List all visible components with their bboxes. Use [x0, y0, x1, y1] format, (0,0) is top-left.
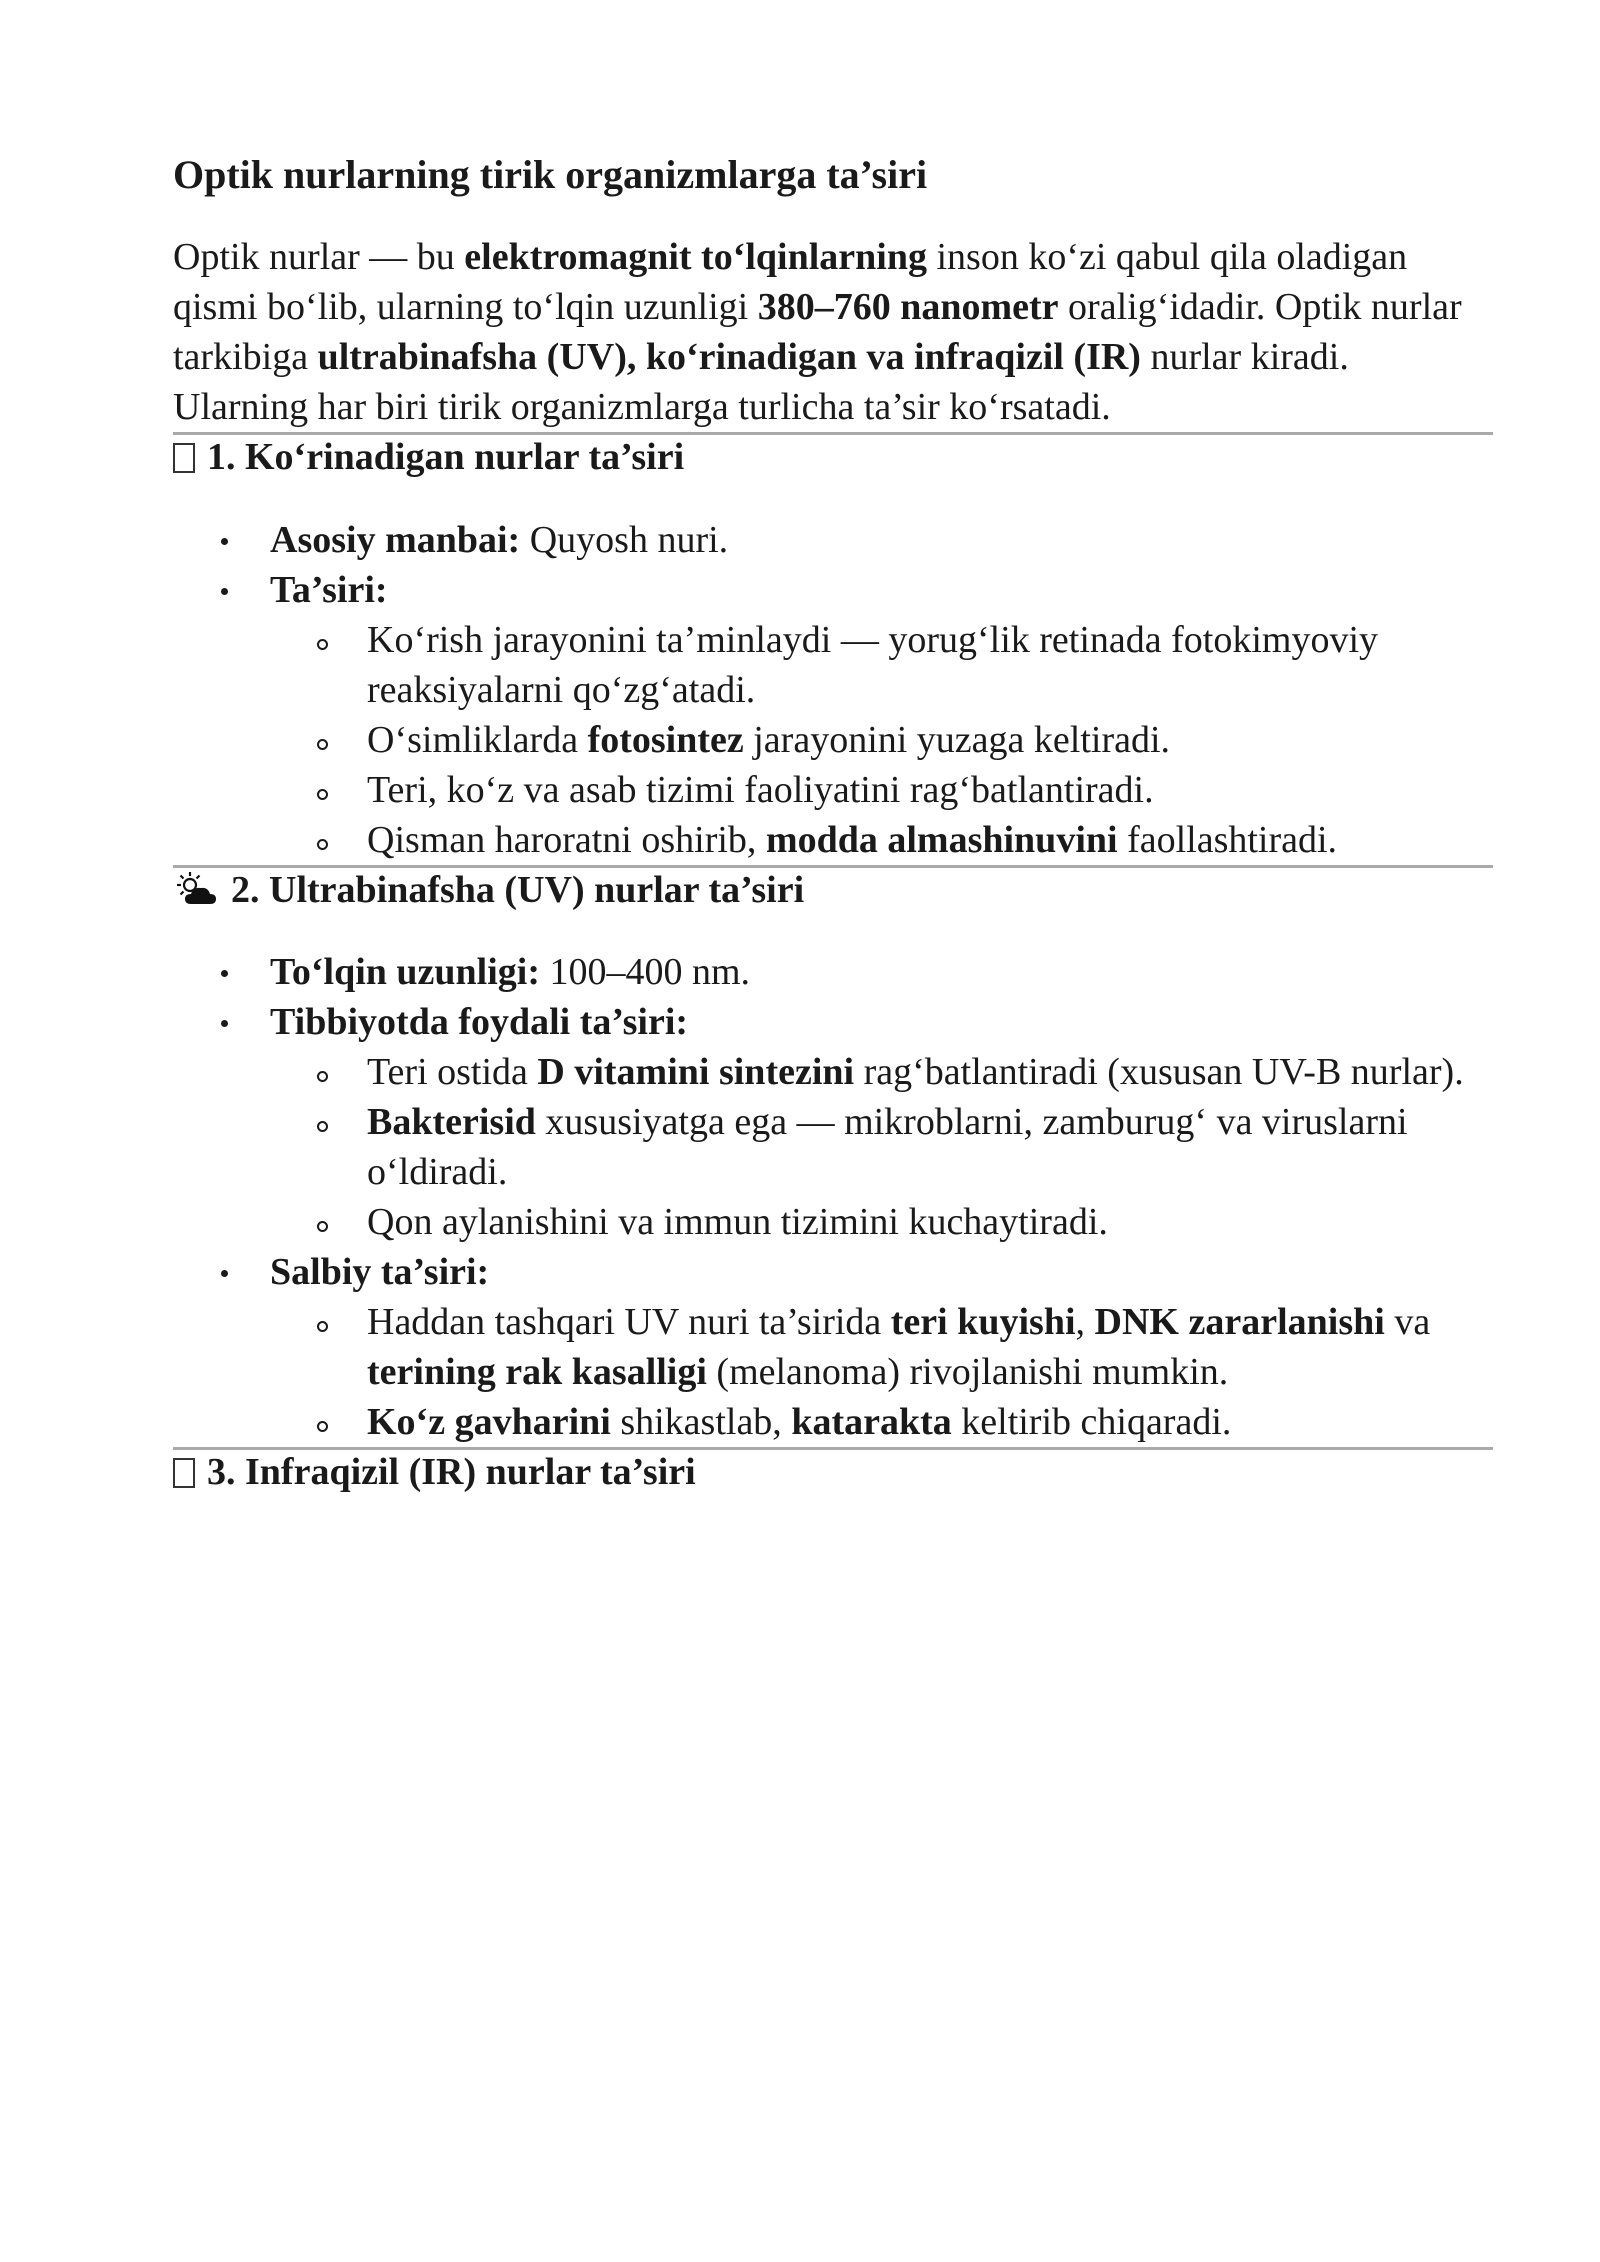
sublist-item — [173, 815, 1493, 865]
item-text: rag‘batlantiradi (xususan UV-B nurlar). — [854, 1051, 1464, 1094]
list-item — [173, 997, 1493, 1047]
item-label: Salbiy ta’siri: — [270, 1251, 490, 1294]
item-text: keltirib chiqaradi. — [951, 1401, 1232, 1444]
intro-text: Optik nurlar — bu — [173, 236, 465, 278]
item-bold: teri kuyishi — [890, 1301, 1076, 1344]
item-bold: terining rak kasalligi — [367, 1351, 707, 1394]
list-item — [173, 947, 1493, 997]
section-heading-text: 1. Ko‘rinadigan nurlar ta’siri — [207, 436, 685, 478]
intro-text: nurlar kiradi. Ularning har biri tirik organizmlarga turlicha ta’sir ko‘rsatadi. — [173, 336, 1349, 428]
section2-list — [173, 947, 1493, 1047]
item-bold: DNK zararlanishi — [1094, 1301, 1385, 1344]
sublist-item — [173, 715, 1493, 765]
sun-behind-cloud-icon — [173, 870, 219, 910]
section1-sublist — [173, 615, 1493, 865]
list-item — [173, 565, 1493, 615]
item-bold: fotosintez — [587, 718, 744, 761]
sublist-item — [173, 1097, 1493, 1197]
item-label: Ta’siri: — [270, 568, 388, 611]
item-text: jarayonini yuzaga keltiradi. — [743, 718, 1171, 761]
sublist-item: Teri, ko‘z va asab tizimi faoliyatini rag‘batlantiradi. — [173, 765, 1493, 815]
sublist-item — [173, 1047, 1493, 1097]
section-heading-text: 2. Ultrabinafsha (UV) nurlar ta’siri — [231, 868, 805, 911]
item-text: O‘simliklarda — [367, 718, 588, 761]
intro-bold: ultrabinafsha (UV), ko‘rinadigan va infraqizil (IR) — [317, 336, 1141, 378]
intro-bold: 380–760 nanometr — [757, 286, 1059, 328]
sublist-item — [173, 1297, 1493, 1397]
section2-list-negative — [173, 1247, 1493, 1297]
intro-paragraph — [173, 232, 1493, 432]
item-text: shikastlab, — [610, 1401, 792, 1444]
list-item — [173, 1247, 1493, 1297]
item-text: va — [1384, 1301, 1431, 1344]
sublist-item: Ko‘rish jarayonini ta’minlaydi — yorug‘lik retinada fotokimyoviy reaksiyalarni qo‘zg‘atadi. — [173, 615, 1493, 715]
list-item — [173, 515, 1493, 565]
intro-text: inson ko‘zi qabul qila oladigan qismi bo‘lib, ularning to‘lqin uzunligi — [173, 236, 1408, 328]
missing-glyph-icon — [173, 1458, 195, 1488]
item-bold: modda almashinuvini — [765, 818, 1118, 861]
section-heading-text: 3. Infraqizil (IR) nurlar ta’siri — [207, 1451, 696, 1494]
item-bold: Ko‘z gavharini — [367, 1401, 611, 1444]
item-bold: D vitamini sintezini — [537, 1051, 855, 1094]
intro-bold: elektromagnit to‘lqinlarning — [464, 236, 927, 278]
document-content — [173, 150, 1493, 1496]
sublist-item — [173, 1397, 1493, 1447]
item-label: Asosiy manbai: — [270, 518, 521, 561]
section1-list — [173, 515, 1493, 615]
sublist-item: Qon aylanishini va immun tizimini kuchaytiradi. — [173, 1197, 1493, 1247]
item-text: Teri ostida — [367, 1051, 538, 1094]
section2-negative-sublist — [173, 1297, 1493, 1447]
document-title: Optik nurlarning tirik organizmlarga ta’siri — [173, 152, 928, 197]
item-text: (melanoma) rivojlanishi mumkin. — [706, 1351, 1229, 1394]
section-heading-ir — [173, 1450, 1493, 1496]
item-text: xususiyatga ega — mikroblarni, zamburug‘ va viruslarni o‘ldiradi. — [367, 1101, 1408, 1194]
item-bold: Bakterisid — [367, 1101, 536, 1144]
item-text: faollashtiradi. — [1117, 818, 1338, 861]
item-text: Quyosh nuri. — [520, 518, 729, 561]
item-label: Tibbiyotda foydali ta’siri: — [270, 1001, 689, 1044]
section-heading-uv — [173, 868, 1493, 914]
item-text: Haddan tashqari UV nuri ta’sirida — [367, 1301, 891, 1344]
section-heading-visible — [173, 435, 1493, 481]
item-text: 100–400 nm. — [540, 951, 751, 994]
section2-benefit-sublist — [173, 1047, 1493, 1247]
item-text: Qisman haroratni oshirib, — [367, 818, 766, 861]
item-bold: katarakta — [791, 1401, 952, 1444]
item-label: To‘lqin uzunligi: — [270, 951, 540, 994]
missing-glyph-icon — [173, 443, 195, 473]
intro-text: oralig‘idadir. Optik nurlar tarkibiga — [173, 286, 1462, 378]
item-text: , — [1075, 1301, 1095, 1344]
